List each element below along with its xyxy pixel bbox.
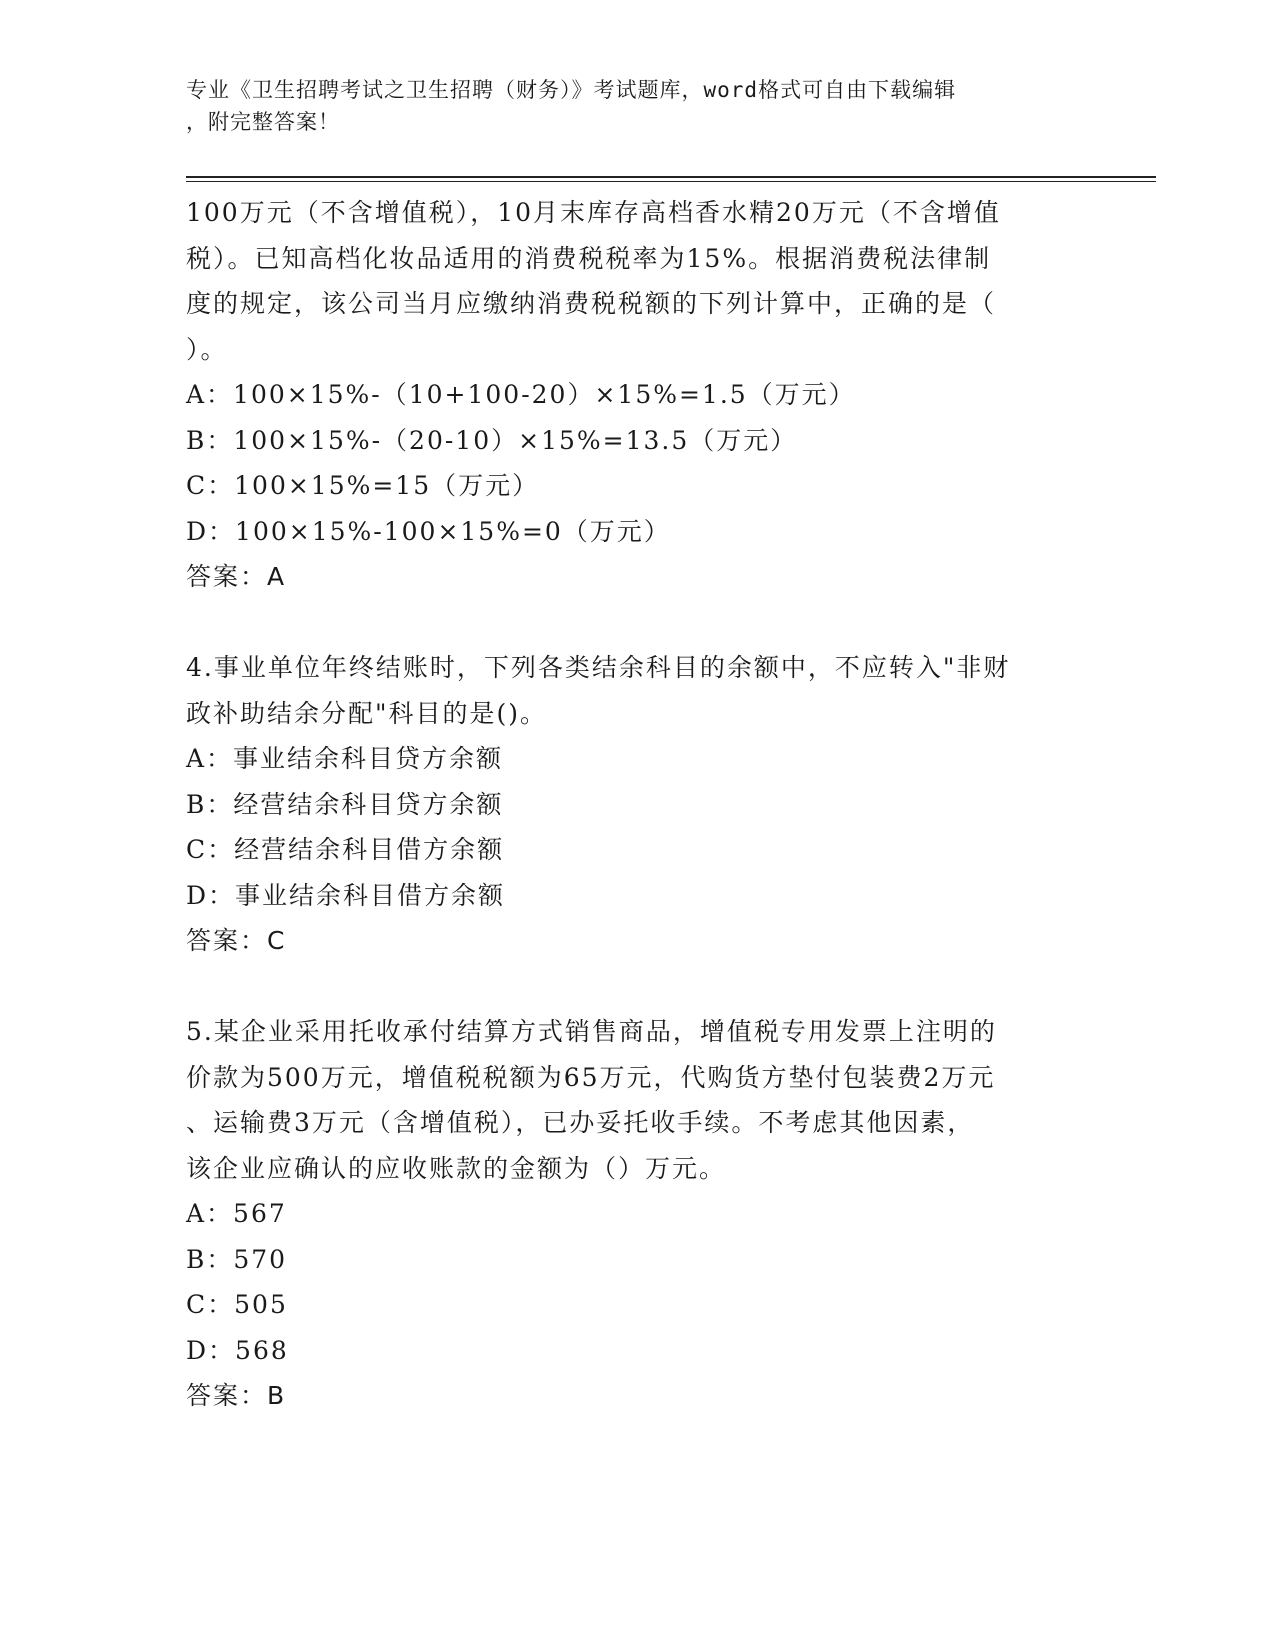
question-stem-line: 5.某企业采用托收承付结算方式销售商品，增值税专用发票上注明的 bbox=[186, 1017, 997, 1046]
question-stem-line: 、运输费3万元（含增值税），已办妥托收手续。不考虑其他因素， bbox=[186, 1108, 975, 1137]
option-b: B：100×15%-（20-10）×15%=13.5（万元） bbox=[186, 425, 798, 455]
document-body bbox=[186, 190, 1076, 1419]
header-line-1: 专业《卫生招聘考试之卫生招聘（财务）》考试题库，word格式可自由下载编辑 bbox=[186, 78, 957, 102]
question-stem-line: 该企业应确认的应收账款的金额为（）万元。 bbox=[186, 1153, 727, 1183]
answer: 答案：C bbox=[186, 926, 287, 955]
question-stem-line: 税）。已知高档化妆品适用的消费税税率为15%。根据消费税法律制 bbox=[186, 243, 992, 273]
question-5 bbox=[186, 1009, 1076, 1419]
question-stem-line: 政补助结余分配"科目的是()。 bbox=[186, 698, 548, 728]
answer: 答案：B bbox=[186, 1381, 287, 1410]
option-c: C：100×15%=15（万元） bbox=[186, 471, 540, 500]
header-divider-thin bbox=[186, 181, 1156, 182]
option-a: A：事业结余科目贷方余额 bbox=[186, 744, 504, 773]
spacer bbox=[186, 964, 1076, 1010]
option-b: B：570 bbox=[186, 1244, 288, 1274]
option-a: A：100×15%-（10+100-20）×15%=1.5（万元） bbox=[186, 380, 856, 409]
header-line-2: ，附完整答案！ bbox=[186, 110, 340, 134]
question-stem-line: 100万元（不含增值税），10月末库存高档香水精20万元（不含增值 bbox=[186, 198, 1001, 227]
question-stem-line: 价款为500万元，增值税税额为65万元，代购货方垫付包装费2万元 bbox=[186, 1062, 996, 1092]
option-d: D：568 bbox=[186, 1335, 289, 1365]
question-stem-line: ）。 bbox=[186, 334, 228, 364]
option-c: C：505 bbox=[186, 1290, 288, 1319]
header-divider-thick bbox=[186, 176, 1156, 178]
question-stem-line: 度的规定，该公司当月应缴纳消费税税额的下列计算中，正确的是（ bbox=[186, 289, 997, 318]
spacer bbox=[186, 600, 1076, 646]
answer: 答案：A bbox=[186, 562, 287, 591]
option-d: D：100×15%-100×15%=0（万元） bbox=[186, 516, 671, 546]
option-b: B：经营结余科目贷方余额 bbox=[186, 789, 504, 819]
question-stem-line: 4.事业单位年终结账时，下列各类结余科目的余额中，不应转入"非财 bbox=[186, 653, 1011, 682]
option-a: A：567 bbox=[186, 1199, 287, 1228]
option-c: C：经营结余科目借方余额 bbox=[186, 835, 505, 864]
question-3 bbox=[186, 190, 1076, 600]
document-header bbox=[186, 74, 1066, 138]
option-d: D：事业结余科目借方余额 bbox=[186, 880, 506, 910]
question-4 bbox=[186, 645, 1076, 964]
